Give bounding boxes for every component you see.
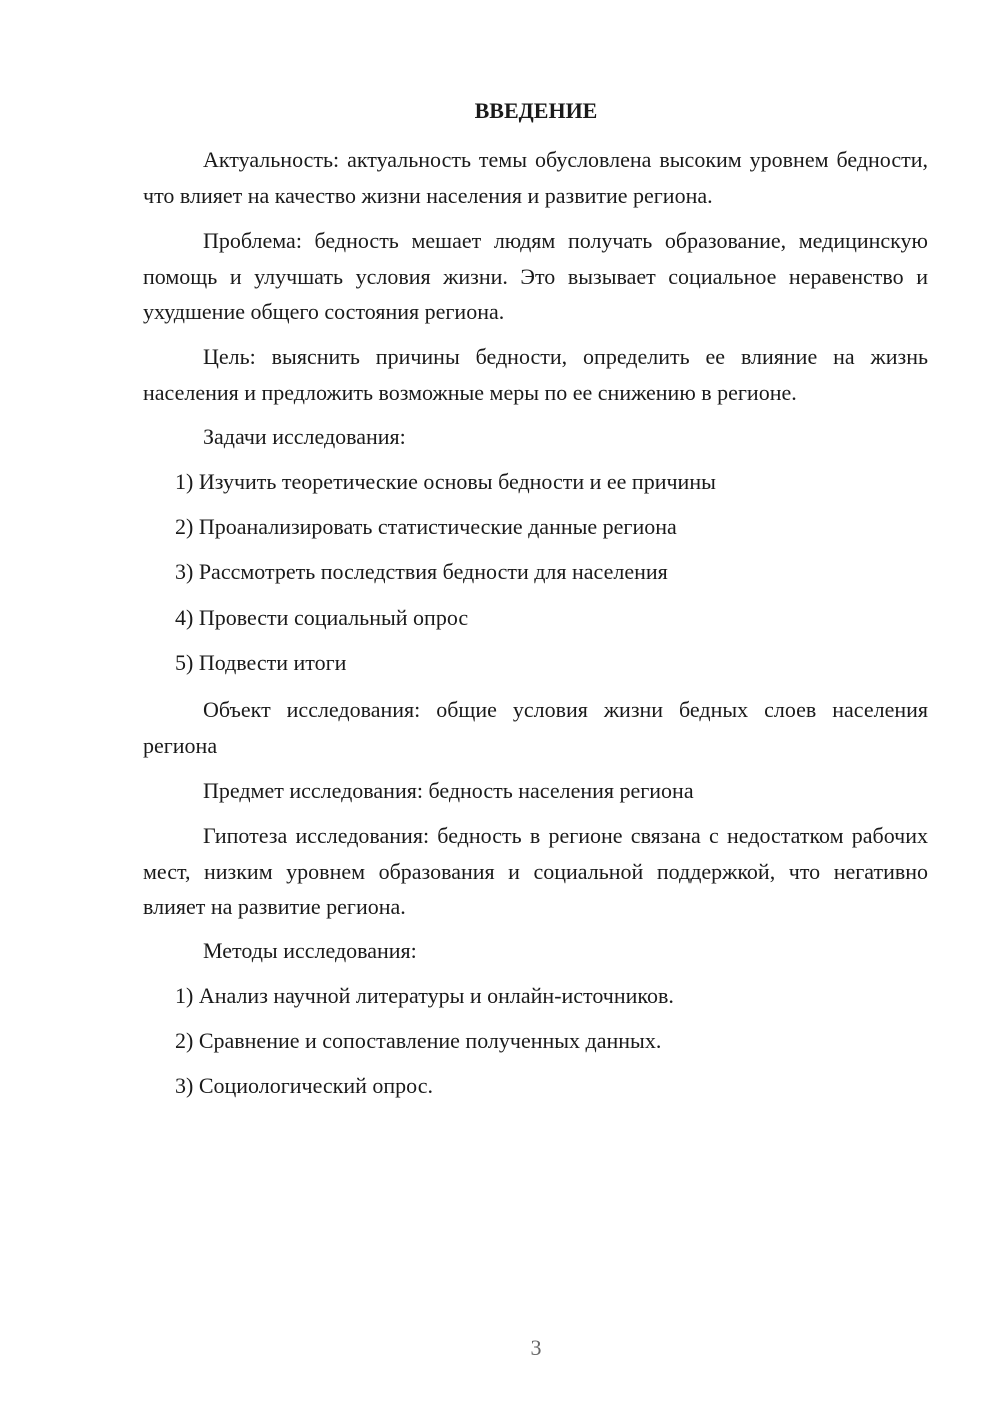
method-item: 1) Анализ научной литературы и онлайн-источников. bbox=[175, 983, 674, 1008]
document-title: ВВЕДЕНИЕ bbox=[474, 98, 598, 123]
paragraph-goal: Цель: выяснить причины бедности, определить ее влияние на жизнь населения и предложить возможные меры по ее снижению в регионе. bbox=[143, 344, 928, 405]
task-item: 3) Рассмотреть последствия бедности для населения bbox=[175, 559, 668, 584]
paragraph-relevance: Актуальность: актуальность темы обусловлена высоким уровнем бедности, что влияет на качество жизни населения и развитие региона. bbox=[143, 147, 928, 208]
task-item: 4) Провести социальный опрос bbox=[175, 605, 469, 630]
task-item: 1) Изучить теоретические основы бедности и ее причины bbox=[175, 469, 716, 494]
paragraph-subject: Предмет исследования: бедность населения региона bbox=[203, 778, 694, 803]
page-number: 3 bbox=[530, 1335, 542, 1360]
methods-label: Методы исследования: bbox=[203, 938, 417, 963]
method-item: 3) Социологический опрос. bbox=[175, 1073, 433, 1098]
tasks-label: Задачи исследования: bbox=[203, 424, 406, 449]
paragraph-problem: Проблема: бедность мешает людям получать образование, медицинскую помощь и улучшать условия жизни. Это вызывает социальное неравенство и ухудшение общего состояния региона. bbox=[143, 228, 928, 324]
method-item: 2) Сравнение и сопоставление полученных данных. bbox=[175, 1028, 662, 1053]
paragraph-hypothesis: Гипотеза исследования: бедность в регионе связана с недостатком рабочих мест, низким уровнем образования и социальной поддержкой, что негативно влияет на развитие региона. bbox=[143, 823, 928, 919]
paragraph-object: Объект исследования: общие условия жизни бедных слоев населения региона bbox=[143, 697, 928, 758]
task-item: 5) Подвести итоги bbox=[175, 650, 347, 675]
task-item: 2) Проанализировать статистические данные региона bbox=[175, 514, 677, 539]
